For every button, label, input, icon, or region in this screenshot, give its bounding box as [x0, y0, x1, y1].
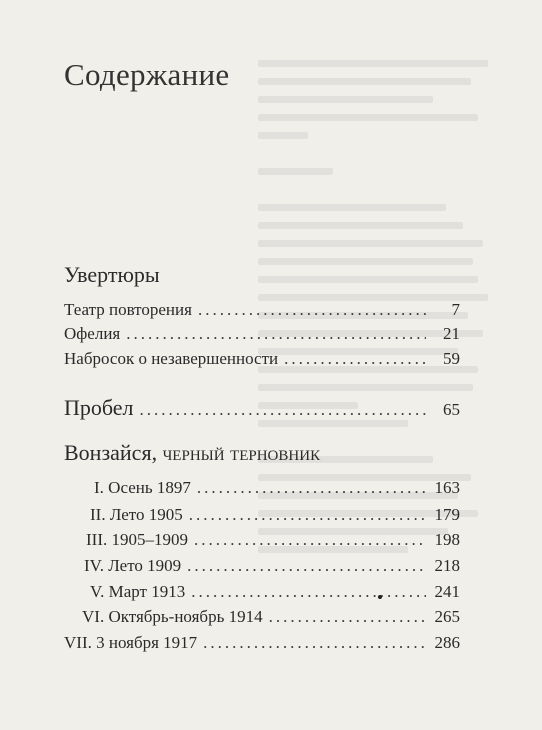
- dot-leader: [284, 349, 426, 369]
- dot-leader: [197, 478, 426, 498]
- toc-entry[interactable]: [64, 324, 460, 344]
- toc-entry-page: 198: [434, 530, 460, 549]
- toc-entry-label: VI. Октябрь-ноябрь 1914: [82, 607, 263, 626]
- toc-entry-page: 7: [451, 300, 460, 319]
- toc-entry-page: 179: [434, 505, 460, 524]
- toc-entry-label: Набросок о незавершенности: [64, 349, 279, 368]
- toc-entry-page: 241: [434, 582, 460, 601]
- dot-leader: [140, 400, 426, 420]
- toc-entry-page: 286: [434, 633, 460, 652]
- section-heading-main: Вонзайся: [64, 440, 152, 465]
- dot-leader: [203, 633, 426, 653]
- section-heading-rest: , черный терновник: [151, 440, 321, 465]
- toc-entry[interactable]: [94, 478, 460, 498]
- toc-entry-label: III. 1905–1909: [86, 530, 188, 549]
- toc-entry[interactable]: [84, 556, 460, 576]
- toc-entry-page: 59: [443, 349, 460, 368]
- section-heading-gap: Пробел: [64, 395, 134, 420]
- toc-entry-label: II. Лето 1905: [90, 505, 183, 524]
- dot-leader: [189, 505, 426, 525]
- toc-entry-page: 265: [434, 607, 460, 626]
- toc-entry[interactable]: [82, 607, 460, 627]
- toc-entry[interactable]: [64, 300, 460, 320]
- toc-entry-page: 21: [443, 324, 460, 343]
- toc-entry[interactable]: [86, 530, 460, 550]
- page-title: Содержание: [64, 57, 230, 92]
- section-heading-overtures: Увертюры: [64, 262, 160, 287]
- dot-leader: [194, 530, 426, 550]
- toc-entry-label: Театр повторения: [64, 300, 192, 319]
- toc-entry-label: IV. Лето 1909: [84, 556, 182, 575]
- toc-entry-page: 65: [443, 400, 460, 419]
- dot-leader: [187, 556, 426, 576]
- toc-entry[interactable]: [90, 582, 460, 602]
- toc-entry-label: Офелия: [64, 324, 121, 343]
- toc-entry-label: V. Март 1913: [90, 582, 186, 601]
- toc-entry[interactable]: [90, 505, 460, 525]
- toc-entry-gap[interactable]: [64, 395, 460, 421]
- toc-entry-label: VII. 3 ноября 1917: [64, 633, 198, 652]
- dot-leader: [198, 300, 426, 320]
- dot-leader: [269, 607, 426, 627]
- dot-leader: [126, 324, 426, 344]
- dot-leader: [191, 582, 426, 602]
- toc-entry-page: 163: [434, 478, 460, 497]
- toc-entry[interactable]: [64, 349, 460, 369]
- toc-entry-label: I. Осень 1897: [94, 478, 191, 497]
- toc-entry[interactable]: [64, 633, 460, 653]
- section-heading-blackthorn: [64, 440, 320, 466]
- ink-speck: [378, 595, 382, 599]
- toc-entry-page: 218: [434, 556, 460, 575]
